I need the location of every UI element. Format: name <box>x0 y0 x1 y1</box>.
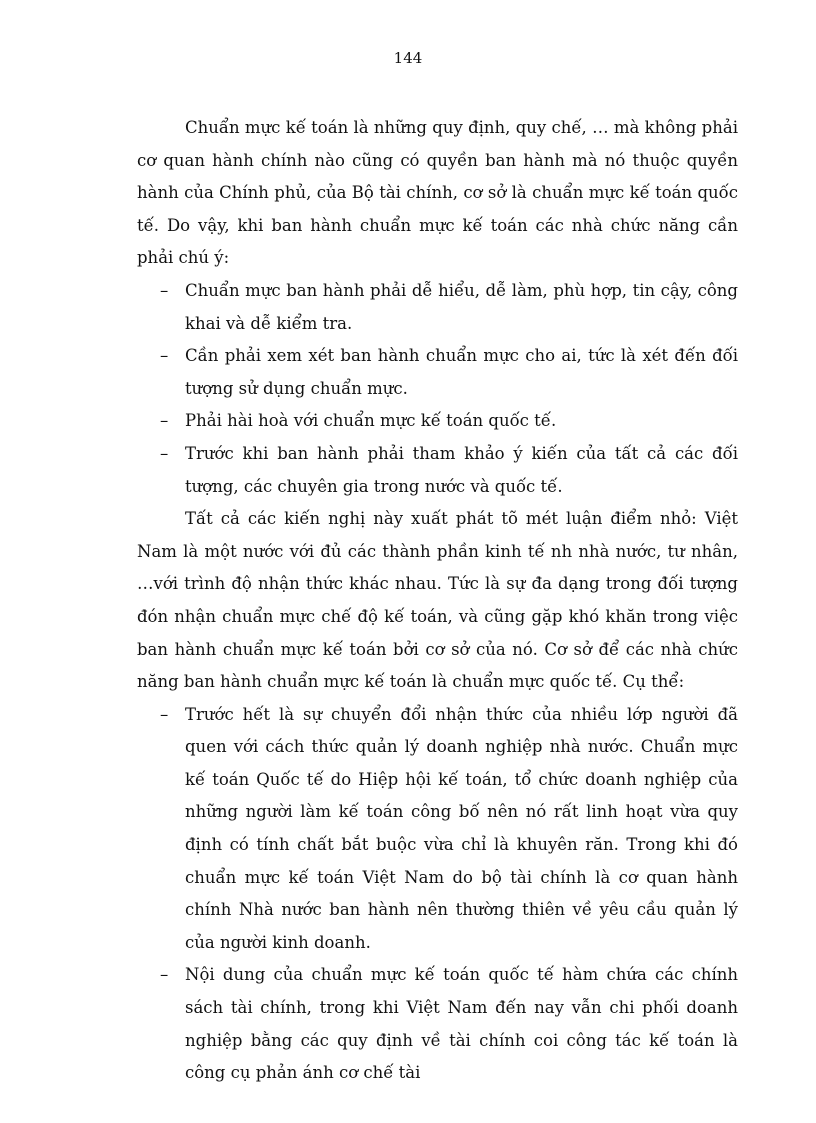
dash-bullet: – <box>160 443 169 463</box>
list-item <box>137 959 738 1089</box>
dash-bullet: – <box>160 965 169 985</box>
dash-bullet: – <box>160 346 169 366</box>
paragraph-recommendations: Tất cả các kiến nghị này xuất phát tõ mét luận điểm nhỏ: Việt Nam là một nước với đủ các thành phần kinh tế nh nhà nước, tư nhân, …với trình độ nhận thức khác nhau. Tức là sự đa dạng trong đối tượng đón nhận chuẩn mực chế độ kế toán, và cũng gặp khó khăn trong việc ban hành chuẩn mực kế toán bởi cơ sở của nó. Cơ sở để các nhà chức năng ban hành chuẩn mực kế toán là chuẩn mực quốc tế. Cụ thể: <box>137 509 738 692</box>
requirements-list <box>137 275 738 503</box>
body-text <box>137 112 738 1090</box>
list-item-text: Phải hài hoà với chuẩn mực kế toán quốc tế. <box>185 411 557 431</box>
list-item <box>137 438 738 503</box>
list-item-text: Trước hết là sự chuyển đổi nhận thức của nhiều lớp người đã quen với cách thức quản lý doanh nghiệp nhà nước. Chuẩn mực kế toán Quốc tế do Hiệp hội kế toán, tổ chức doanh nghiệp của những người làm kế toán công bố nên nó rất linh hoạt vừa quy định có tính chất bắt buộc vừa chỉ là khuyên răn. Trong khi đó chuẩn mực kế toán Việt Nam do bộ tài chính là cơ quan hành chính Nhà nước ban hành nên thường thiên về yêu cầu quản lý của người kinh doanh. <box>185 704 738 952</box>
dash-bullet: – <box>160 411 169 431</box>
list-item <box>137 275 738 340</box>
list-item <box>137 405 738 438</box>
list-item <box>137 340 738 405</box>
specifics-list <box>137 699 738 1090</box>
list-item-text: Cần phải xem xét ban hành chuẩn mực cho ai, tức là xét đến đối tượng sử dụng chuẩn mực. <box>185 346 738 398</box>
page-number: 144 <box>393 49 423 67</box>
list-item <box>137 699 738 960</box>
list-item-text: Chuẩn mực ban hành phải dễ hiểu, dễ làm, phù hợp, tin cậy, công khai và dễ kiểm tra. <box>185 280 738 333</box>
list-item-text: Trước khi ban hành phải tham khảo ý kiến của tất cả các đối tượng, các chuyên gia trong nước và quốc tế. <box>185 443 738 496</box>
dash-bullet: – <box>160 280 169 300</box>
paragraph-intro: Chuẩn mực kế toán là những quy định, quy chế, … mà không phải cơ quan hành chính nào cũng có quyền ban hành mà nó thuộc quyền hành của Chính phủ, của Bộ tài chính, cơ sở là chuẩn mực kế toán quốc tế. Do vậy, khi ban hành chuẩn mực kế toán các nhà chức năng cần phải chú ý: <box>137 118 738 268</box>
dash-bullet: – <box>160 704 169 724</box>
list-item-text: Nội dung của chuẩn mực kế toán quốc tế hàm chứa các chính sách tài chính, trong khi Việt Nam đến nay vẫn chi phối doanh nghiệp bằng các quy định về tài chính coi công tác kế toán là công cụ phản ánh cơ chế tài <box>185 965 738 1083</box>
